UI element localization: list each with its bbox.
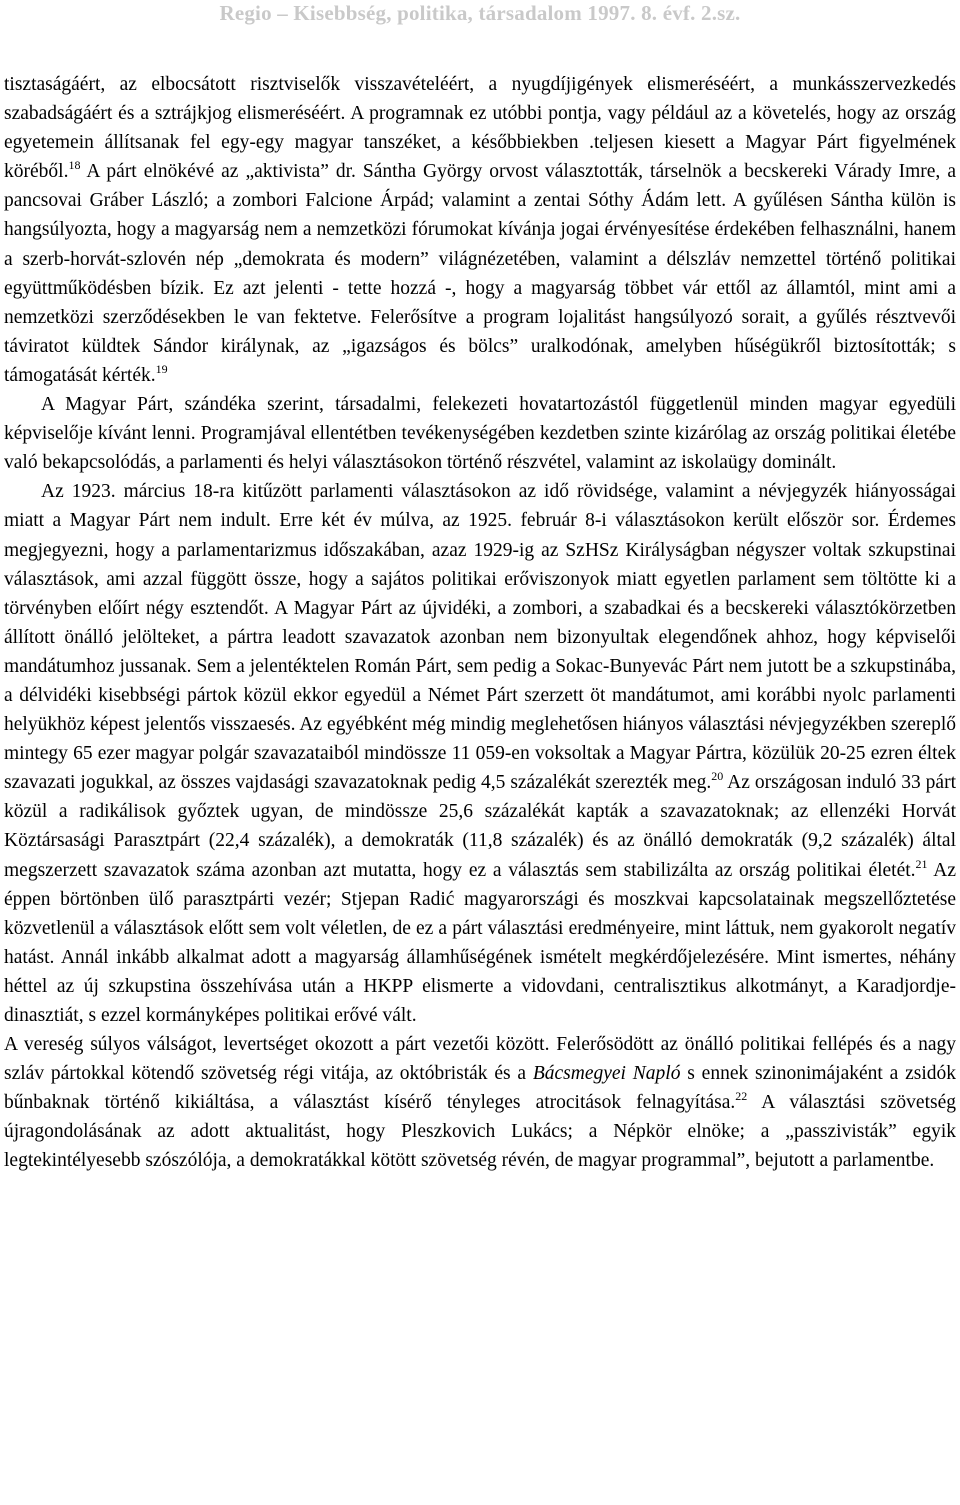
paragraph-1 <box>4 70 956 390</box>
running-header: Regio – Kisebbség, politika, társadalom 1997. 8. évf. 2.sz. <box>219 1 741 25</box>
footnote-ref-18: 18 <box>68 158 81 173</box>
footnote-ref-20: 20 <box>711 769 724 784</box>
paragraph-2: A Magyar Párt, szándéka szerint, társadalmi, felekezeti hovatartozástól függetlenül minden magyar egyedüli képviselője kívánt lenni. Programjával ellentétben tevékenységében kezdetben szinte kizárólag az ország politikai életébe való bekapcsolódás, a parlamenti és helyi választásokon történő részvétel, valamint az iskolaügy dominált. <box>4 394 956 474</box>
paragraph-4-text-b: s ennek szinonimájaként a zsidók bűnbaknak történő kikiáltása, a választást kísérő tényleges atrocitások felnagyítása. <box>4 1063 957 1114</box>
article-body <box>4 70 956 1176</box>
paragraph-3-text-b: Az országosan induló 33 párt közül a radikálisok győztek ugyan, de mindössze 25,6 százalékát kapták a szavazatoknak; az ellenzéki Horvát Köztársasági Parasztpárt (22,4 százalék), a demokraták (11,8 százalék) és az önálló demokraták (9,2 százalék) által megszerzett szavazatok száma azonban azt mutatta, hogy ez a választás sem stabilizálta az ország politikai életét. <box>4 772 956 881</box>
paragraph-3-text-a: Az 1923. március 18-ra kitűzött parlamenti választásokon az idő rövidsége, valamint a névjegyzék hiányosságai miatt a Magyar Párt nem indult. Erre két év múlva, az 1925. február 8-i választásokon került először sor. Érdemes megjegyezni, hogy a parlamentarizmus időszakában, azaz 1929-ig az SzHSz Királyságban négyszer voltak szkupstinai választások, ami azzal függött össze, hogy a sajátos politikai erőviszonyok miatt egyetlen parlament sem töltötte ki a törvényben előírt négy esztendőt. A Magyar Párt az újvidéki, a zombori, a szabadkai és a becskereki választókörzetben állított önálló jelölteket, a pártra leadott szavazatok azonban nem bizonyultak elegendőnek ahhoz, hogy képviselői mandátumhoz jussanak. Sem a jelentéktelen Román Párt, sem pedig a Sokac-Bunyevác Párt nem jutott be a szkupstinába, a délvidéki kisebbségi pártok közül ekkor egyedül a Német Párt szerzett öt mandátumot, ami korábbi nyolc parlamenti helyükhöz képest jelentős visszaesés. Az egyébként még mindig meglehetősen hiányos választási névjegyzékben szereplő mintegy 65 ezer magyar polgár szavazataiból mindössze 11 059-en voksoltak a Magyar Pártra, közülük 20-25 ezren éltek szavazati jogukkal, az összes vajdasági szavazatoknak pedig 4,5 százalékát szerezték meg. <box>4 481 956 794</box>
footnote-ref-19: 19 <box>155 361 168 376</box>
paragraph-4 <box>4 1030 956 1175</box>
paragraph-1-text-d: A gyűlésen Sántha külön is hangsúlyozta, hogy a magyarság nem a nemzetközi fórumokat kívánja jogai érvényesítése érdekében felhasználni, hanem a szerb-horvát-szlovén nép „demokrata és modern” világnézetében, valamint a délszláv nemzettel történő politikai együttműködésben bízik. Ez azt jelenti - tette hozzá -, hogy a magyarság többet vár ettől az államtól, mint ami a nemzetközi szerződésekben le van fektetve. Felerősítve a program lojalitást hangsúlyozó sorait, a gyűlés résztvevői táviratot küldtek Sándor királynak, az „igazságos és bölcs” uralkodónak, amelyben hűségükről biztosították; s támogatását kérték. <box>4 190 956 386</box>
paragraph-4-text-c: A választási szövetség újragondolásának az adott aktualitást, hogy Pleszkovich Lukács; a Népkör elnöke; a „passzivisták” egyik legtekintélyesebb szószólója, a demokratákkal kötött szövetség révén, de magyar programmal”, bejutott a parlamentbe. <box>4 1092 956 1172</box>
footnote-ref-21: 21 <box>915 856 928 871</box>
footnote-ref-22: 22 <box>735 1089 748 1104</box>
paragraph-1-text-a: tisztaságáért, az elbocsátott risztviselők visszavételéért, a nyugdíjigények elismeréséért, a munkásszervezkedés szabadságáért és a sztrájkjog elismeréséért. A programnak ez utóbbi pontja, vagy például az a követelés, hogy az ország egyetemein állítsanak fel egy-egy magyar tanszéket, a későbbiekben .teljesen kiesett a Magyar Párt figyelmének köréből. <box>4 74 956 183</box>
paragraph-3-text-c: Az éppen börtönben ülő parasztpárti vezér; Stjepan Radić magyarországi és moszkvai kapcsolatainak megszellőztetése közvetlenül a választások előtt sem volt véletlen, de ez a párt választási eredményeire, mint láttuk, nem gyakorolt negatív hatást. Annál inkább alkalmat adott a magyarság államhűségének ismételt megkérdőjelezésére. Mint ismertes, néhány héttel az új szkupstina összehívása után a HKPP elismerte a vidovdani, centralisztikus alkotmányt, a Karadjordje-dinasztiát, s ezzel kormányképes politikai erővé vált. <box>4 859 956 1026</box>
newspaper-title: Bácsmegyei Napló <box>532 1063 681 1085</box>
paragraph-1-text-b: A párt elnökévé az „aktivista” dr. <box>80 161 356 183</box>
paragraph-4-text-a: A vereség súlyos válságot, levertséget okozott a párt vezetői között. Felerősödött az önálló politikai fellépés és a nagy szláv pártokkal kötendő szövetség régi vitája, az októbristák és a <box>4 1034 956 1085</box>
paragraph-1-text-c: Sántha György orvost választották, társelnök a becskereki Várady Imre, a pancsovai Gráber László; a zombori Falcione Árpád; valamint a zentai Sóthy Ádám lett. <box>4 161 956 212</box>
paragraph-3 <box>4 477 956 1030</box>
